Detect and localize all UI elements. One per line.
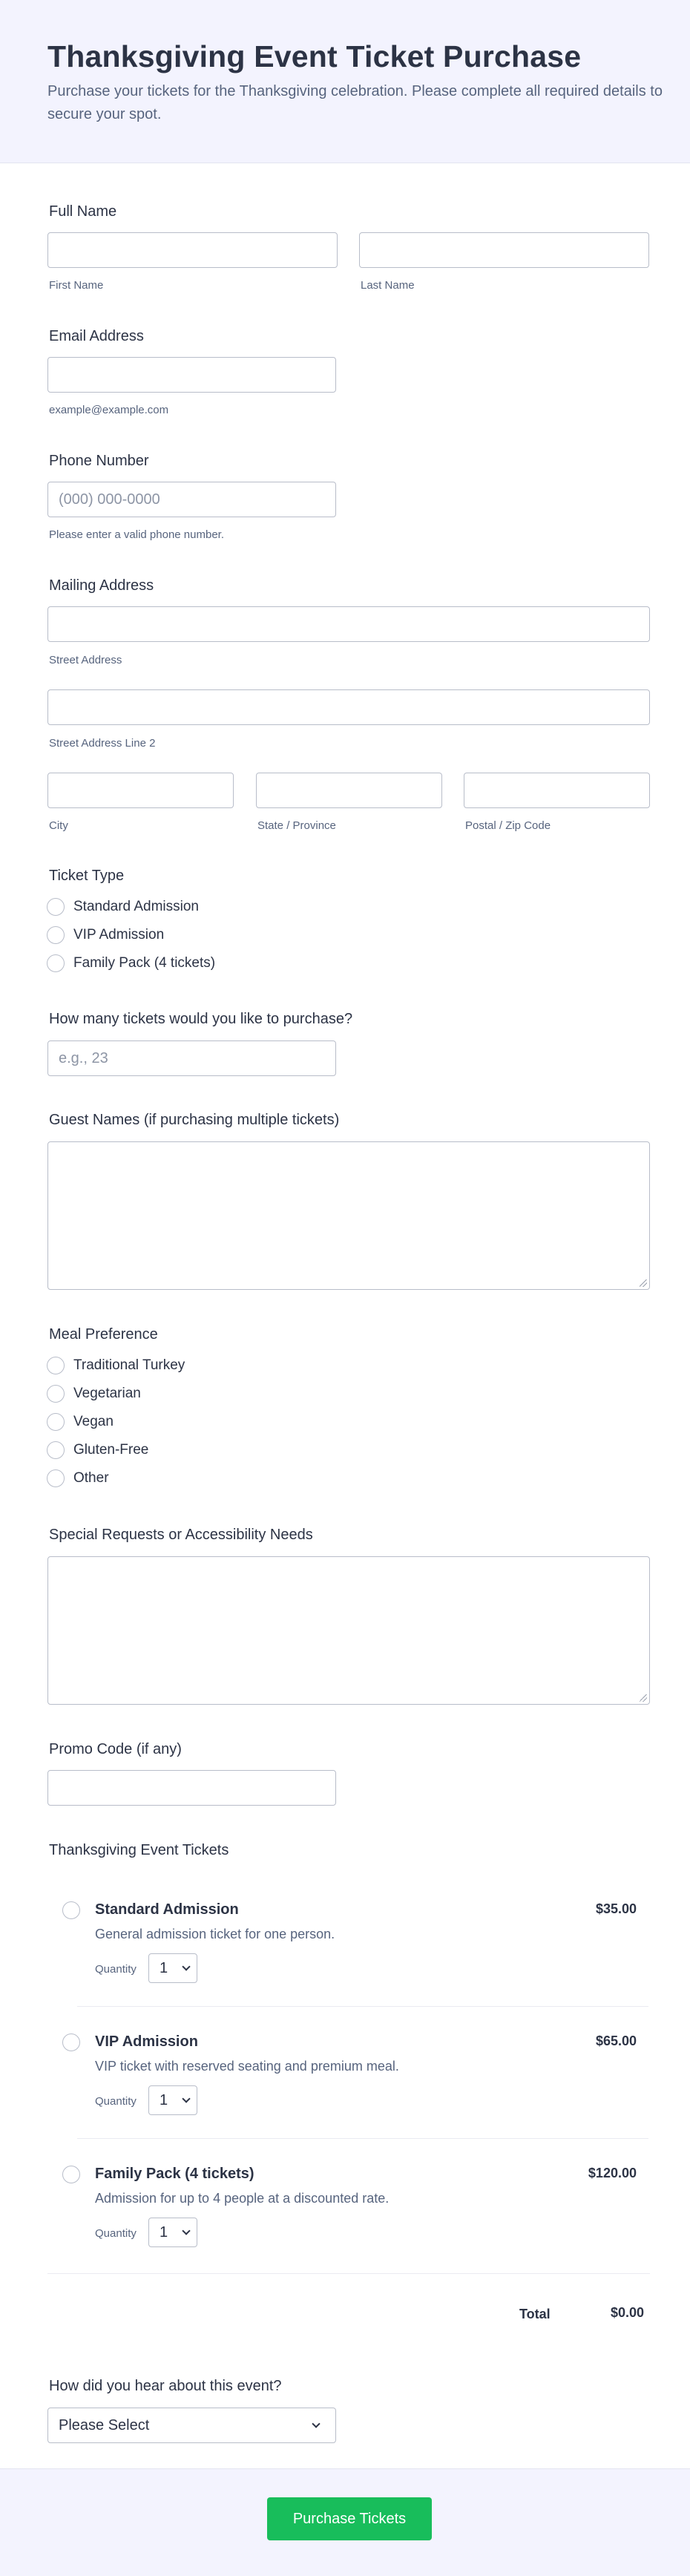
ticket-type-option[interactable] (47, 921, 215, 949)
guest-names-label: Guest Names (if purchasing multiple tickets) (49, 1112, 340, 1128)
product-price: $120.00 (588, 2166, 637, 2180)
referral-select[interactable] (47, 2408, 336, 2443)
street-address-line2-field[interactable] (47, 689, 650, 725)
email-field[interactable] (47, 357, 336, 393)
radio-button[interactable] (47, 954, 65, 972)
ticket-type-option[interactable] (47, 949, 215, 977)
last-name-field[interactable] (359, 232, 649, 268)
total-label: Total (519, 2307, 551, 2321)
radio-label: Traditional Turkey (73, 1357, 185, 1373)
products-total-divider (47, 2273, 650, 2274)
radio-button[interactable] (47, 1441, 65, 1459)
radio-label: Gluten-Free (73, 1442, 149, 1458)
resize-handle[interactable] (640, 1279, 647, 1287)
quantity-value: 1 (160, 1959, 168, 1976)
city-field[interactable] (47, 773, 234, 808)
product-select-radio[interactable] (62, 2166, 80, 2183)
email-label: Email Address (49, 328, 144, 344)
zip-sublabel: Postal / Zip Code (465, 819, 551, 832)
quantity-select[interactable] (148, 2085, 197, 2115)
promo-code-label: Promo Code (if any) (49, 1741, 182, 1757)
radio-button[interactable] (47, 926, 65, 944)
phone-sublabel: Please enter a valid phone number. (49, 528, 224, 541)
quantity-value: 1 (160, 2091, 168, 2108)
ticket-count-field[interactable] (47, 1040, 336, 1076)
quantity-select[interactable] (148, 1953, 197, 1983)
meal-option[interactable] (47, 1436, 185, 1464)
product-name: VIP Admission (95, 2033, 198, 2050)
phone-label: Phone Number (49, 453, 149, 469)
street-address-field[interactable] (47, 606, 650, 642)
chevron-down-icon (182, 2094, 190, 2103)
radio-label: Standard Admission (73, 899, 199, 914)
radio-button[interactable] (47, 898, 65, 916)
phone-field[interactable] (47, 482, 336, 517)
referral-label: How did you hear about this event? (49, 2378, 282, 2394)
street-address-line2-sublabel: Street Address Line 2 (49, 737, 156, 750)
quantity-select[interactable] (148, 2218, 197, 2247)
ticket-type-option[interactable] (47, 893, 215, 921)
special-requests-label: Special Requests or Accessibility Needs (49, 1527, 313, 1543)
state-field[interactable] (256, 773, 442, 808)
product-description: VIP ticket with reserved seating and premium meal. (95, 2059, 399, 2074)
ticket-type-options (47, 893, 215, 977)
product-price: $35.00 (595, 1901, 637, 1916)
radio-label: Vegetarian (73, 1386, 141, 1401)
product-divider (77, 2006, 648, 2007)
referral-selected-value: Please Select (59, 2416, 150, 2434)
meal-preference-label: Meal Preference (49, 1326, 158, 1343)
product-description: Admission for up to 4 people at a discounted rate. (95, 2191, 390, 2206)
city-sublabel: City (49, 819, 68, 832)
state-sublabel: State / Province (257, 819, 336, 832)
purchase-tickets-button[interactable]: Purchase Tickets (267, 2497, 432, 2540)
product-description: General admission ticket for one person. (95, 1927, 335, 1941)
first-name-field[interactable] (47, 232, 338, 268)
radio-button[interactable] (47, 1469, 65, 1487)
meal-preference-options (47, 1351, 185, 1492)
full-name-label: Full Name (49, 203, 117, 220)
product-name: Standard Admission (95, 1901, 239, 1918)
form-footer (0, 2468, 690, 2576)
total-value: $0.00 (611, 2305, 645, 2320)
product-divider (77, 2138, 648, 2139)
quantity-value: 1 (160, 2223, 168, 2241)
promo-code-field[interactable] (47, 1770, 336, 1806)
zip-field[interactable] (464, 773, 650, 808)
chevron-down-icon (182, 2226, 190, 2235)
quantity-label: Quantity (95, 2095, 137, 2108)
meal-option[interactable] (47, 1351, 185, 1380)
product-select-radio[interactable] (62, 1901, 80, 1919)
email-sublabel: example@example.com (49, 404, 169, 416)
special-requests-textarea[interactable] (47, 1556, 650, 1705)
street-address-sublabel: Street Address (49, 654, 122, 666)
radio-label: Other (73, 1470, 109, 1486)
radio-button[interactable] (47, 1385, 65, 1403)
radio-label: Vegan (73, 1414, 114, 1429)
product-name: Family Pack (4 tickets) (95, 2166, 254, 2182)
chevron-down-icon (312, 2419, 320, 2428)
first-name-sublabel: First Name (49, 279, 104, 292)
meal-option[interactable] (47, 1408, 185, 1436)
radio-label: VIP Admission (73, 927, 165, 943)
meal-option[interactable] (47, 1380, 185, 1408)
ticket-count-label: How many tickets would you like to purchase? (49, 1011, 353, 1027)
quantity-label: Quantity (95, 2227, 137, 2240)
radio-button[interactable] (47, 1413, 65, 1431)
quantity-label: Quantity (95, 1963, 137, 1976)
products-label: Thanksgiving Event Tickets (49, 1842, 229, 1858)
radio-button[interactable] (47, 1357, 65, 1374)
guest-names-textarea[interactable] (47, 1141, 650, 1290)
address-label: Mailing Address (49, 577, 154, 594)
chevron-down-icon (182, 1962, 190, 1970)
page-title: Thanksgiving Event Ticket Purchase (47, 39, 582, 73)
product-select-radio[interactable] (62, 2033, 80, 2051)
radio-label: Family Pack (4 tickets) (73, 955, 216, 971)
meal-option[interactable] (47, 1464, 185, 1492)
product-price: $65.00 (595, 2033, 637, 2048)
form-header (0, 0, 690, 163)
ticket-type-label: Ticket Type (49, 868, 125, 884)
ticket-count-placeholder: e.g., 23 (59, 1049, 108, 1066)
page-subtitle: Purchase your tickets for the Thanksgiving celebration. Please complete all required details to secure your spot. (47, 83, 663, 122)
last-name-sublabel: Last Name (361, 279, 415, 292)
resize-handle[interactable] (640, 1694, 647, 1702)
phone-placeholder: (000) 000-0000 (59, 491, 160, 508)
